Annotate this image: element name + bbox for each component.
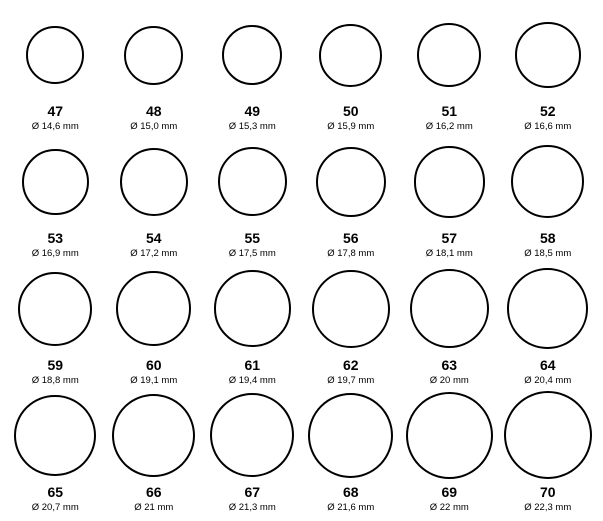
ring-size-label: 63 [441,356,458,373]
ring-size-label: 49 [244,103,261,120]
ring-circle-icon [417,23,481,87]
ring-cell [6,388,105,515]
ring-diameter-label: Ø 19,4 mm [228,374,276,386]
ring-diameter-label: Ø 16,6 mm [524,121,572,133]
ring-cell [499,262,598,389]
ring-cell [499,388,598,515]
ring-cell [400,388,499,515]
ring-circle-wrap [203,388,302,482]
ring-cell [302,135,401,262]
ring-circle-wrap [499,8,598,102]
ring-circle-wrap [105,388,204,482]
ring-circle-wrap [6,135,105,229]
ring-circle-icon [222,25,282,85]
ring-size-label: 56 [342,230,359,247]
ring-diameter-label: Ø 21,3 mm [228,501,276,513]
ring-diameter-label: Ø 14,6 mm [31,121,79,133]
ring-cell [105,8,204,135]
ring-circle-icon [414,146,485,217]
ring-diameter-label: Ø 20 mm [429,374,469,386]
ring-circle-wrap [105,262,204,356]
ring-circle-wrap [203,262,302,356]
ring-circle-icon [210,393,294,477]
ring-diameter-label: Ø 22 mm [429,501,469,513]
ring-cell [203,262,302,389]
ring-cell [302,388,401,515]
ring-circle-icon [18,272,92,346]
ring-cell [400,135,499,262]
ring-cell [203,8,302,135]
ring-diameter-label: Ø 15,9 mm [327,121,375,133]
ring-diameter-label: Ø 16,2 mm [425,121,473,133]
ring-diameter-label: Ø 15,3 mm [228,121,276,133]
ring-cell [6,262,105,389]
ring-circle-icon [22,149,89,216]
ring-circle-wrap [400,388,499,482]
ring-diameter-label: Ø 20,7 mm [31,501,79,513]
ring-diameter-label: Ø 19,7 mm [327,374,375,386]
ring-circle-wrap [499,388,598,482]
ring-diameter-label: Ø 17,8 mm [327,248,375,260]
ring-size-label: 64 [539,356,556,373]
ring-circle-icon [507,268,588,349]
ring-cell [302,262,401,389]
ring-size-label: 54 [145,230,162,247]
ring-cell [203,388,302,515]
ring-circle-icon [410,269,489,348]
ring-size-label: 53 [47,230,64,247]
ring-diameter-label: Ø 17,2 mm [130,248,178,260]
ring-size-label: 50 [342,103,359,120]
ring-cell [105,262,204,389]
ring-size-label: 69 [441,483,458,500]
ring-circle-wrap [105,8,204,102]
ring-circle-wrap [203,8,302,102]
ring-size-label: 61 [244,356,261,373]
ring-circle-icon [14,395,96,477]
ring-circle-icon [515,22,581,88]
ring-size-label: 66 [145,483,162,500]
ring-circle-wrap [400,135,499,229]
ring-size-label: 47 [47,103,64,120]
ring-cell [6,135,105,262]
ring-circle-wrap [302,8,401,102]
ring-size-label: 58 [539,230,556,247]
ring-circle-icon [511,145,584,218]
ring-diameter-label: Ø 18,1 mm [425,248,473,260]
ring-circle-wrap [302,388,401,482]
ring-circle-icon [312,270,390,348]
ring-circle-wrap [302,262,401,356]
ring-cell [105,388,204,515]
ring-diameter-label: Ø 21,6 mm [327,501,375,513]
ring-cell [302,8,401,135]
ring-diameter-label: Ø 22,3 mm [524,501,572,513]
ring-size-label: 68 [342,483,359,500]
ring-size-label: 48 [145,103,162,120]
ring-cell [203,135,302,262]
ring-diameter-label: Ø 19,1 mm [130,374,178,386]
ring-size-label: 57 [441,230,458,247]
ring-size-label: 59 [47,356,64,373]
ring-cell [499,8,598,135]
ring-circle-wrap [6,388,105,482]
ring-circle-wrap [499,135,598,229]
ring-circle-icon [308,393,393,478]
ring-size-label: 55 [244,230,261,247]
ring-circle-wrap [203,135,302,229]
ring-circle-wrap [499,262,598,356]
ring-size-label: 51 [441,103,458,120]
ring-diameter-label: Ø 18,8 mm [31,374,79,386]
ring-circle-icon [319,24,382,87]
ring-cell [105,135,204,262]
ring-circle-wrap [6,262,105,356]
ring-diameter-label: Ø 20,4 mm [524,374,572,386]
ring-circle-icon [116,271,191,346]
ring-size-label: 67 [244,483,261,500]
ring-circle-icon [26,26,84,84]
ring-circle-icon [112,394,195,477]
ring-diameter-label: Ø 18,5 mm [524,248,572,260]
ring-size-label: 65 [47,483,64,500]
ring-circle-icon [218,147,287,216]
ring-cell [400,8,499,135]
ring-circle-icon [124,26,183,85]
ring-circle-wrap [400,8,499,102]
ring-diameter-label: Ø 16,9 mm [31,248,79,260]
ring-circle-icon [316,147,386,217]
ring-circle-icon [120,148,188,216]
ring-circle-wrap [400,262,499,356]
ring-diameter-label: Ø 15,0 mm [130,121,178,133]
ring-circle-icon [214,270,291,347]
ring-size-label: 60 [145,356,162,373]
ring-cell [499,135,598,262]
ring-cell [6,8,105,135]
ring-size-label: 62 [342,356,359,373]
ring-circle-icon [406,392,493,479]
ring-size-label: 52 [539,103,556,120]
ring-diameter-label: Ø 17,5 mm [228,248,276,260]
ring-circle-wrap [105,135,204,229]
ring-circle-icon [504,391,592,479]
ring-circle-wrap [302,135,401,229]
ring-diameter-label: Ø 21 mm [134,501,174,513]
ring-size-label: 70 [539,483,556,500]
ring-circle-wrap [6,8,105,102]
ring-cell [400,262,499,389]
